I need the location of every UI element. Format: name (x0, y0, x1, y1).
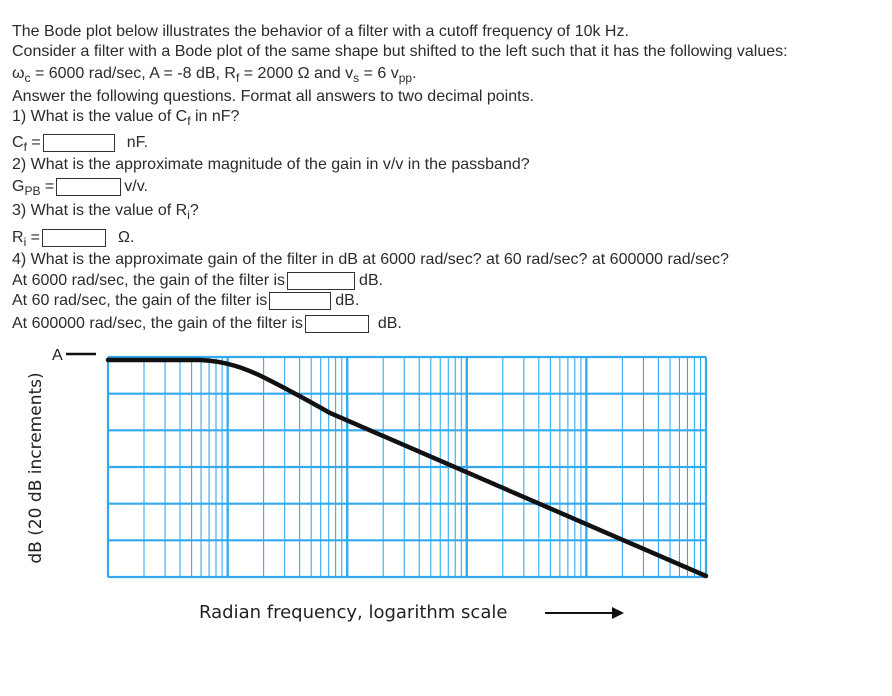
vs-sub: s (353, 71, 360, 86)
ri-sub: i (23, 235, 27, 250)
cf-eq: = (26, 134, 41, 151)
plot-a-label: A (52, 347, 63, 364)
rf-sub: f (235, 71, 240, 86)
answer-4a-row (12, 271, 383, 291)
plot-x-axis-label: Radian frequency, logarithm scale (199, 602, 508, 623)
vpp-sub: pp (398, 71, 413, 86)
question-3 (12, 201, 199, 225)
answer-2-row (12, 177, 148, 201)
gain-600000-label: At 600000 rad/sec, the gain of the filter is (12, 315, 303, 332)
given-end: . (412, 65, 417, 82)
question-1 (12, 107, 239, 131)
gain-60-unit: dB. (335, 292, 360, 309)
q1-end: in nF? (190, 108, 240, 125)
bode-curve (108, 360, 706, 576)
gain-60-input[interactable] (269, 292, 331, 310)
cf-answer-input[interactable] (43, 134, 115, 152)
gain-60-label: At 60 rad/sec, the gain of the filter is (12, 292, 268, 309)
gpb-unit: v/v. (124, 178, 148, 195)
question-2: 2) What is the approximate magnitude of the gain in v/v in the passband? (12, 156, 530, 173)
wc-sub: c (24, 71, 31, 86)
gpb-sub: PB (24, 184, 41, 199)
given-text-1: = 6000 rad/sec, A = -8 dB, R (30, 65, 236, 82)
plot-y-axis-label: dB (20 dB increments) (26, 372, 46, 564)
answer-4c-row (12, 314, 402, 334)
gain-6000-unit: dB. (359, 272, 384, 289)
q1-text: 1) What is the value of C (12, 108, 188, 125)
gain-6000-label: At 6000 rad/sec, the gain of the filter is (12, 272, 286, 289)
gain-600000-unit: dB. (377, 315, 402, 332)
instructions: Answer the following questions. Format all answers to two decimal points. (12, 88, 535, 105)
given-text-3: = 6 v (359, 65, 399, 82)
answer-3-row (12, 228, 134, 252)
cf-sub: f (23, 140, 27, 155)
q3-sub: i (187, 208, 190, 223)
q3-text: 3) What is the value of R (12, 202, 188, 219)
ri-eq: = (26, 229, 41, 246)
plot-grid (108, 357, 706, 577)
given-values (12, 64, 417, 88)
answer-1-row (12, 133, 148, 157)
wc-symbol: ω (12, 65, 25, 82)
gain-6000-input[interactable] (287, 272, 355, 290)
gpb-eq: = (40, 178, 55, 195)
q1-sub: f (187, 114, 191, 129)
given-text-2: = 2000 Ω and v (239, 65, 354, 82)
cf-label: C (12, 134, 24, 151)
gain-600000-input[interactable] (305, 315, 369, 333)
ri-label: R (12, 229, 24, 246)
intro-line-2: Consider a filter with a Bode plot of the same shape but shifted to the left such that it has the following values: (12, 43, 788, 60)
answer-4b-row (12, 291, 359, 311)
ri-unit: Ω. (118, 229, 135, 246)
cf-unit: nF. (126, 134, 149, 151)
gpb-label: G (12, 178, 25, 195)
intro-line-1: The Bode plot below illustrates the behavior of a filter with a cutoff frequency of 10k Hz. (12, 23, 629, 40)
q3-end: ? (189, 202, 199, 219)
question-4: 4) What is the approximate gain of the filter in dB at 6000 rad/sec? at 60 rad/sec? at 600000 rad/sec? (12, 251, 729, 268)
x-axis-arrow-head (612, 607, 624, 619)
ri-answer-input[interactable] (42, 229, 106, 247)
gpb-answer-input[interactable] (56, 178, 121, 196)
